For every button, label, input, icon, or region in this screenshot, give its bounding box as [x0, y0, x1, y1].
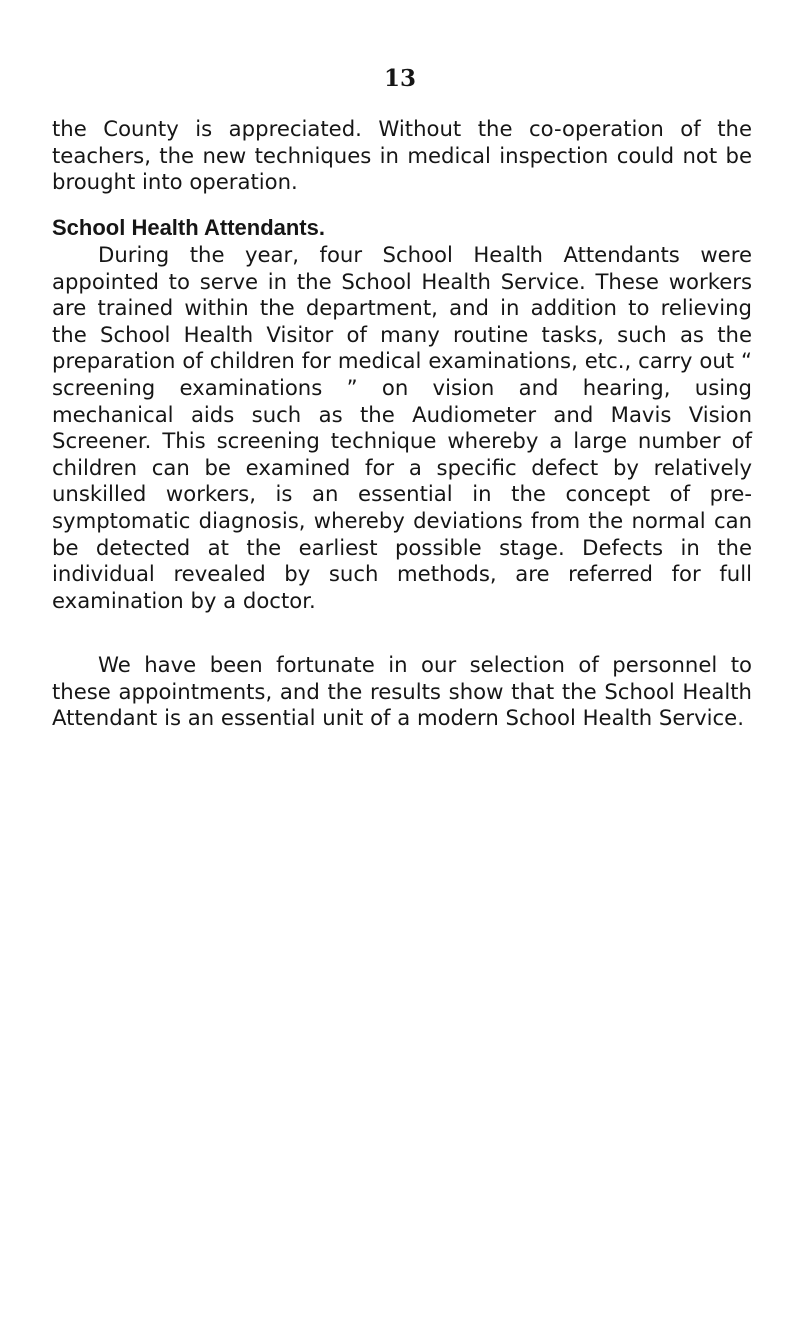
intro-paragraph: the County is appreciated. Without the co-operation of the teachers, the new techniques in medical inspection could not be brought into operation.: [52, 116, 752, 195]
body-paragraph-attendants: During the year, four School Health Attendants were appointed to serve in the School Health Service. These workers are trained within the department, and in addition to relieving the School Health Visitor of many routine tasks, such as the preparation of children for medical examinations, etc., carry out “ screening examinations ” on vision and hearing, using mechanical aids such as the Audiometer and Mavis Vision Screener. This screening technique whereby a large number of children can be examined for a specific defect by relatively unskilled workers, is an essential in the concept of pre-symptomatic diagnosis, whereby deviations from the normal can be detected at the earliest possible stage. Defects in the individual revealed by such methods, are referred for full examination by a doctor.: [52, 242, 752, 613]
section-heading: School Health Attendants.: [52, 215, 325, 240]
page-number: 13: [383, 65, 416, 92]
body-paragraph-personnel: We have been fortunate in our selection of personnel to these appointments, and the results show that the School Health Attendant is an essential unit of a modern School Health Service.: [52, 652, 752, 731]
